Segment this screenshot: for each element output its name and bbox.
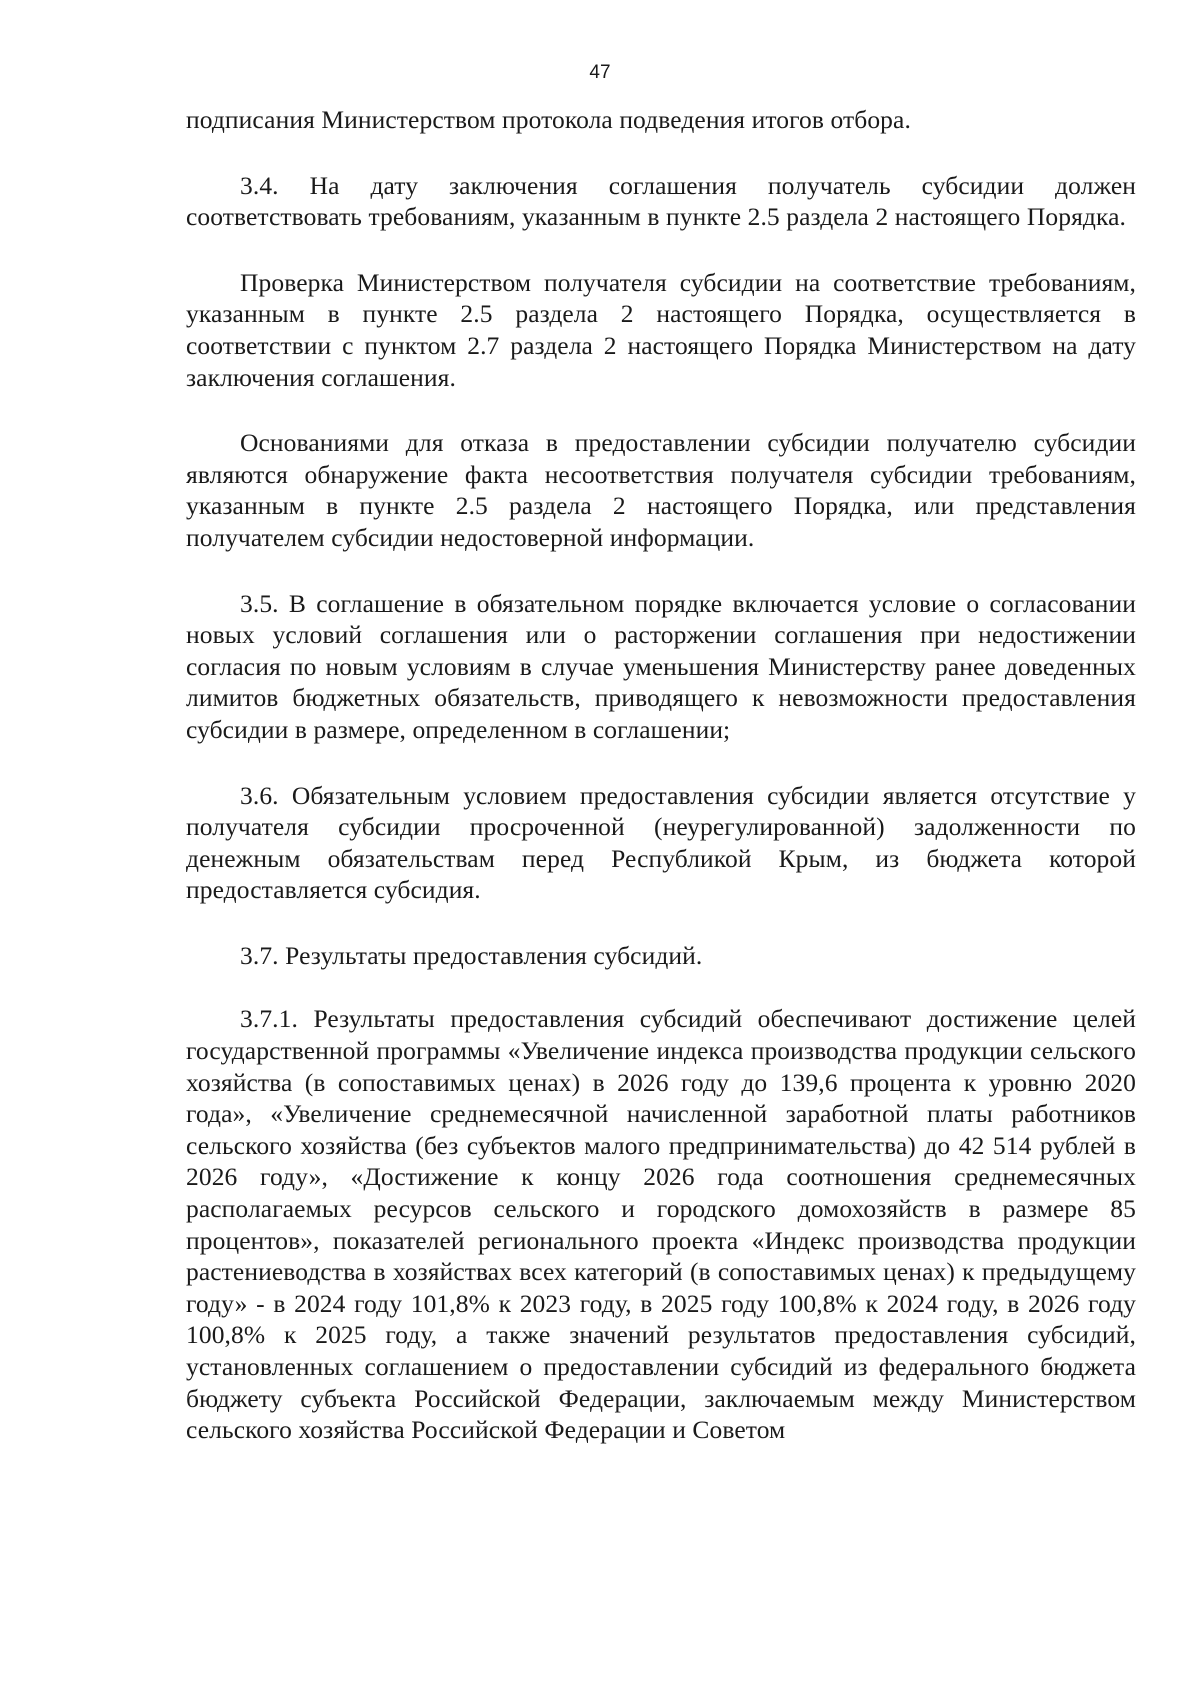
paragraph-3-6: 3.6. Обязательным условием предоставления субсидии является отсутствие у получателя субсидии просроченной (неурегулированной) задолженности по денежным обязательствам перед Республикой Крым, из бюджета которой предоставляется субсидия. <box>186 780 1136 905</box>
paragraph-refusal-grounds: Основаниями для отказа в предоставлении субсидии получателю субсидии являются обнаружение факта несоответствия получателя субсидии требованиям, указанным в пункте 2.5 раздела 2 настоящего Порядка, или представления получателем субсидии недостоверной информации. <box>186 428 1136 552</box>
document-body <box>186 104 1136 1480</box>
paragraph-verification: Проверка Министерством получателя субсидии на соответствие требованиям, указанным в пункте 2.5 раздела 2 настоящего Порядка, осуществляется в соответствии с пунктом 2.7 раздела 2 настоящего Порядка Министерством на дату заключения соглашения. <box>186 267 1136 392</box>
paragraph-3-7: 3.7. Результаты предоставления субсидий. <box>240 940 703 970</box>
paragraph-3-7-1: 3.7.1. Результаты предоставления субсидий обеспечивают достижение целей государственной программы «Увеличение индекса производства продукции сельского хозяйства (в сопоставимых ценах) в 2026 году до 139,6 процента к уровню 2020 года», «Увеличение среднемесячной начисленной заработной платы работников сельского хозяйства (без субъектов малого предпринимательства) до 42 514 рублей в 2026 году», «Достижение к концу 2026 года соотношения среднемесячных располагаемых ресурсов сельского и городского домохозяйств в размере 85 процентов», показателей регионального проекта «Индекс производства продукции растениеводства в хозяйствах всех категорий (в сопоставимых ценах) к предыдущему году» - в 2024 году 101,8% к 2023 году, в 2025 году 100,8% к 2024 году, в 2026 году 100,8% к 2025 году, а также значений результатов предоставления субсидий, установленных соглашением о предоставлении субсидий из федерального бюджета бюджету субъекта Российской Федерации, заключаемым между Министерством сельского хозяйства Российской Федерации и Советом <box>186 1004 1136 1445</box>
paragraph-3-5: 3.5. В соглашение в обязательном порядке включается условие о согласовании новых условий соглашения или о расторжении соглашения при недостижении согласия по новым условиям в случае уменьшения Министерству ранее доведенных лимитов бюджетных обязательств, приводящего к невозможности предоставления субсидии в размере, определенном в соглашении; <box>186 588 1136 744</box>
paragraph-3-4: 3.4. На дату заключения соглашения получатель субсидии должен соответствовать требованиям, указанным в пункте 2.5 раздела 2 настоящего Порядка. <box>186 170 1136 232</box>
page-number: 47 <box>589 62 611 83</box>
paragraph-continuation: подписания Министерством протокола подведения итогов отбора. <box>186 105 911 134</box>
